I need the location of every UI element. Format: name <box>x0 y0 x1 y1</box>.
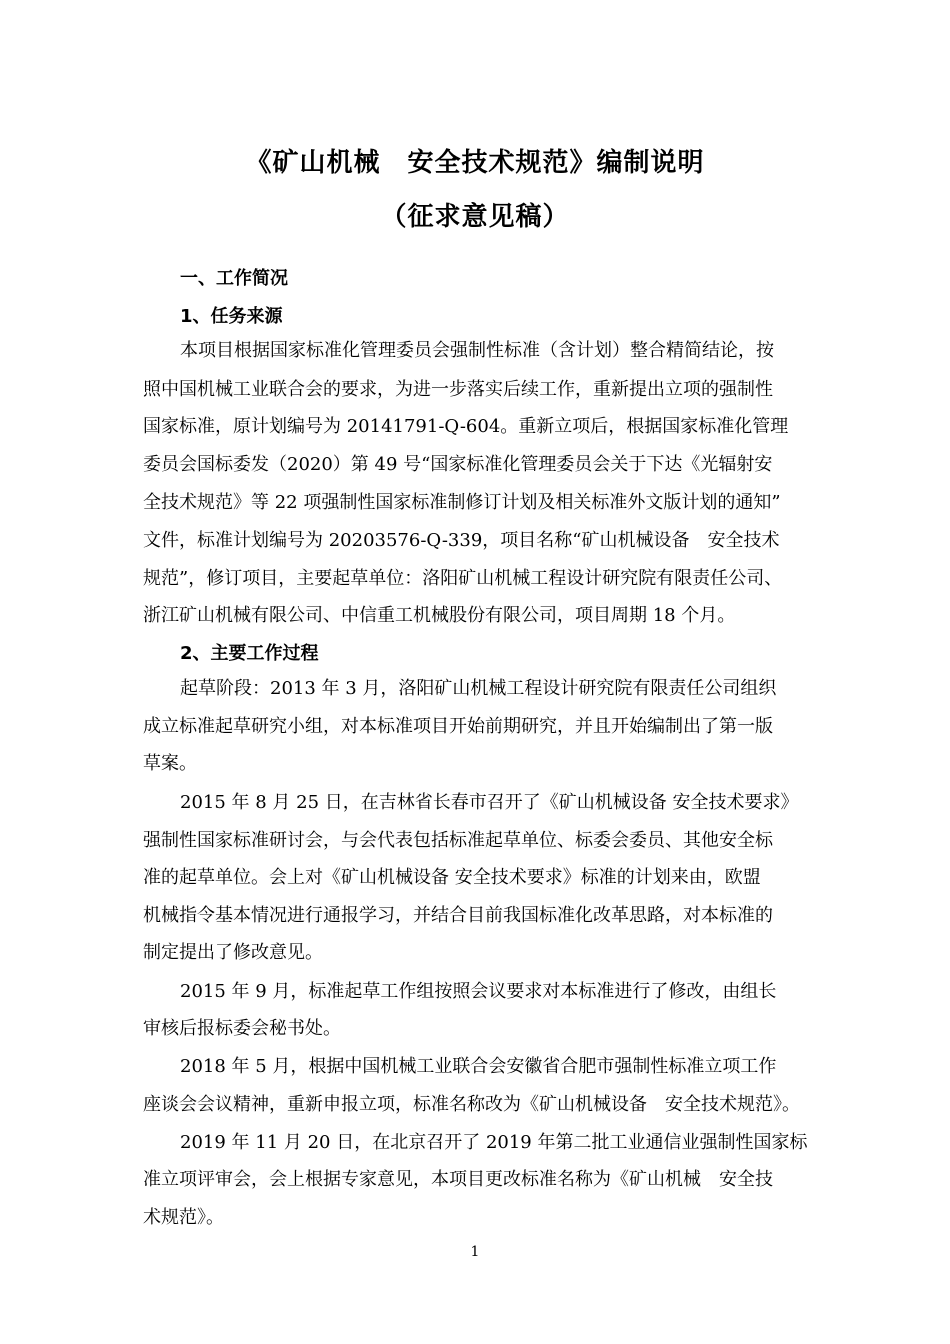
paragraph-line: 2015 年 8 月 25 日，在吉林省长春市召开了《矿山机械设备 安全技术要求》 <box>180 792 799 813</box>
subsection-heading-work-process: 2、主要工作过程 <box>180 643 319 664</box>
paragraph-line: 准立项评审会，会上根据专家意见，本项目更改标准名称为《矿山机械 安全技 <box>143 1169 773 1190</box>
page-number: 1 <box>470 1244 480 1260</box>
paragraph-line: 草案。 <box>143 753 197 774</box>
paragraph-line: 准的起草单位。会上对《矿山机械设备 安全技术要求》标准的计划来由，欧盟 <box>143 867 761 888</box>
paragraph-line: 2015 年 9 月，标准起草工作组按照会议要求对本标准进行了修改，由组长 <box>180 981 777 1002</box>
paragraph-line: 术规范》。 <box>143 1207 224 1228</box>
paragraph-line: 审核后报标委会秘书处。 <box>143 1018 341 1039</box>
paragraph-line: 文件，标准计划编号为 20203576-Q-339，项目名称“矿山机械设备 安全技术 <box>143 530 780 551</box>
paragraph-line: 制定提出了修改意见。 <box>143 942 323 963</box>
paragraph-line: 座谈会会议精神，重新申报立项，标准名称改为《矿山机械设备 安全技术规范》。 <box>143 1094 800 1115</box>
paragraph-line: 2019 年 11 月 20 日，在北京召开了 2019 年第二批工业通信业强制性国家标 <box>180 1132 808 1153</box>
paragraph-line: 浙江矿山机械有限公司、中信重工机械股份有限公司，项目周期 18 个月。 <box>143 605 736 626</box>
section-heading-work-overview: 一、工作简况 <box>180 268 288 289</box>
paragraph-line: 委员会国标委发（2020）第 49 号“国家标准化管理委员会关于下达《光辐射安 <box>143 454 773 475</box>
document-subtitle: （征求意见稿） <box>380 202 570 232</box>
paragraph-line: 本项目根据国家标准化管理委员会强制性标准（含计划）整合精简结论，按 <box>180 340 774 361</box>
paragraph-line: 强制性国家标准研讨会，与会代表包括标准起草单位、标委会委员、其他安全标 <box>143 830 773 851</box>
paragraph-line: 2018 年 5 月，根据中国机械工业联合会安徽省合肥市强制性标准立项工作 <box>180 1056 777 1077</box>
paragraph-line: 机械指令基本情况进行通报学习，并结合目前我国标准化改革思路，对本标准的 <box>143 905 773 926</box>
paragraph-line: 成立标准起草研究小组，对本标准项目开始前期研究，并且开始编制出了第一版 <box>143 716 773 737</box>
subsection-heading-task-source: 1、任务来源 <box>180 306 283 327</box>
document-title: 《矿山机械 安全技术规范》编制说明 <box>245 148 705 178</box>
paragraph-line: 国家标准，原计划编号为 20141791-Q-604。重新立项后，根据国家标准化管理 <box>143 416 789 437</box>
paragraph-line: 全技术规范》等 22 项强制性国家标准制修订计划及相关标准外文版计划的通知” <box>143 492 781 513</box>
paragraph-line: 照中国机械工业联合会的要求，为进一步落实后续工作，重新提出立项的强制性 <box>143 379 773 400</box>
paragraph-line: 规范”，修订项目，主要起草单位：洛阳矿山机械工程设计研究院有限责任公司、 <box>143 568 783 589</box>
paragraph-line: 起草阶段：2013 年 3 月，洛阳矿山机械工程设计研究院有限责任公司组织 <box>180 678 777 699</box>
